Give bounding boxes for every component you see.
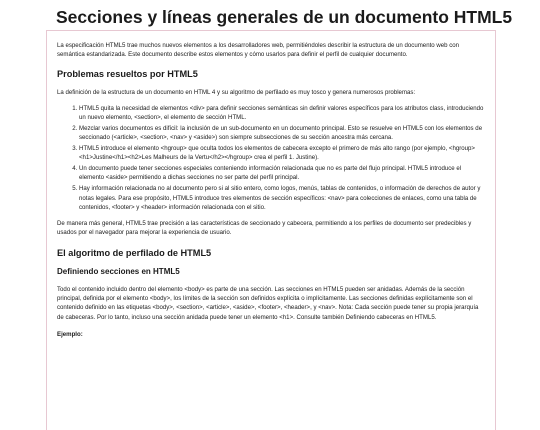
problems-lead-paragraph: La definición de la estructura de un documento en HTML 4 y su algoritmo de perfilado es muy tosco y genera numerosos problemas: bbox=[57, 88, 416, 96]
summary-paragraph: De manera más general, HTML5 trae precisión a las características de seccionado y cabecera, permitiendo a los perfiles de documento ser predecibles y usados por el navegador para mejorar la experiencia de usuario. bbox=[57, 220, 472, 237]
subsection-heading-defining: Definiendo secciones en HTML5 bbox=[57, 266, 180, 276]
defining-sections-paragraph: Todo el contenido incluido dentro del elemento <body> es parte de una sección. Las secciones en HTML5 pueden ser anidadas. Además de la sección principal, definida por el elemento <body>, los límites de la sección son definidos explícita o implícitamente. Las secciones definidas explícitamente son el contenido definido en las etiquetas <body>, <section>, <article>, <aside>, <footer>, <header>, y <nav>. Nota: Cada sección puede tener su propia jerarquía de cabeceras. Por lo tanto, incluso una sección anidada puede tener un elemento <h1>. Consulte también Definiendo cabeceras en HTML5. bbox=[57, 285, 479, 321]
section-heading-problems: Problemas resueltos por HTML5 bbox=[57, 68, 198, 79]
intro-paragraph: La especificación HTML5 trae muchos nuevos elementos a los desarrolladores web, permitiéndoles describir la estructura de un documento web con semántica estandarizada. Este documento describe estos elementos y cómo usarlos para definir el perfil de cualquier documento. bbox=[57, 42, 460, 59]
page-title: Secciones y líneas generales de un documento HTML5 bbox=[56, 7, 513, 27]
list-item: 5. Hay información relacionada no al documento pero si al sitio entero, como logos, menús, tablas de contenidos, o información de derechos de autor y notas legales. Para ese propósito, HTML5 introduce tres elementos de sección específicos: <nav> para colecciones de enlaces, como una tabla de contenidos, <footer> y <header> información relacionada con el sitio. bbox=[79, 184, 486, 212]
article-content bbox=[46, 30, 496, 430]
problems-list bbox=[57, 104, 486, 212]
example-label: Ejemplo: bbox=[57, 330, 83, 338]
list-item: 2. Mezclar varios documentos es difícil: la inclusión de un sub-documento en un documento principal. Esto se resuelve en HTML5 con los elementos de seccionado (<article>, <section>, <nav> y <aside>) son siempre subsecciones de su sección ancestra más cercana. bbox=[79, 124, 486, 143]
section-heading-algorithm: El algoritmo de perfilado de HTML5 bbox=[57, 247, 212, 258]
list-item: 3. HTML5 introduce el elemento <hgroup> que oculta todos los elementos de cabecera excepto el primero de más alto rango (por ejemplo, <hgroup><h1>Justine</h1><h2>Les Malheurs de la Vertu</h2></hgroup> crea el perfil 1. Justine). bbox=[79, 144, 486, 163]
list-item: 1. HTML5 quita la necesidad de elementos <div> para definir secciones semánticas sin definir valores específicos para los atributos class, introduciendo un nuevo elemento, <section>, el elemento de sección HTML. bbox=[79, 104, 486, 123]
list-item: 4. Un documento puede tener secciones especiales conteniendo información relacionada que no es parte del flujo principal. HTML5 introduce el elemento <aside> permitiendo a dichas secciones no ser parte del perfil principal. bbox=[79, 164, 486, 183]
